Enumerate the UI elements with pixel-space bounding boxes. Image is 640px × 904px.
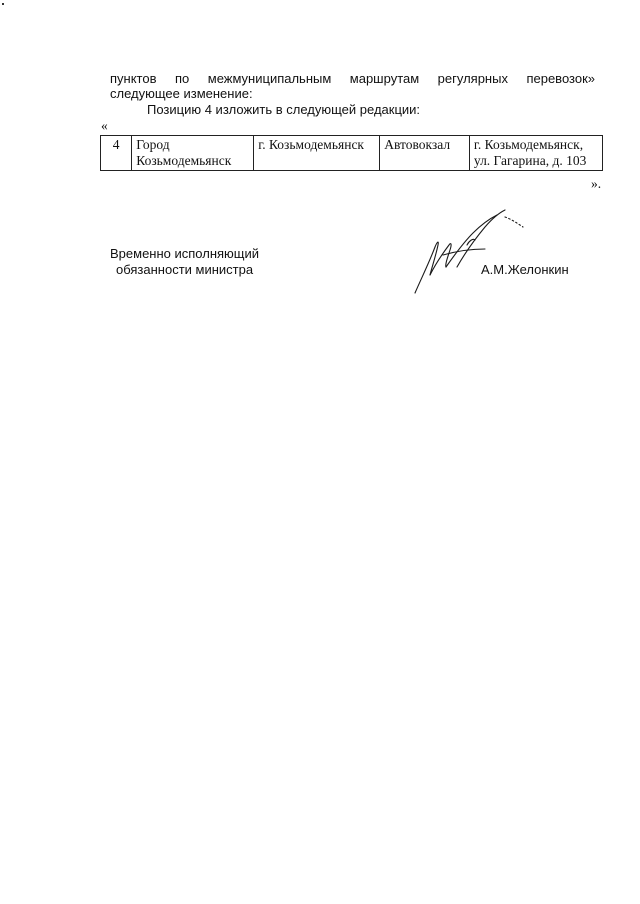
- signature-stroke: [430, 244, 451, 275]
- open-quote: «: [101, 118, 108, 133]
- signature-stroke: [457, 210, 505, 267]
- signatory-name: А.М.Желонкин: [481, 262, 569, 277]
- signature-stroke: [505, 217, 523, 227]
- cell-city: [132, 136, 254, 171]
- table-row: [101, 136, 603, 171]
- signatory-title-line-2: обязанности министра: [116, 262, 254, 277]
- cell-address: [469, 136, 602, 171]
- intro-line-1: пунктов по межмуниципальным маршрутам регулярных перевозок»: [110, 71, 595, 86]
- scan-speck: [2, 3, 4, 5]
- intro-line-2: следующее изменение:: [110, 86, 253, 101]
- instruction-text: Позицию 4 изложить в следующей редакции:: [147, 102, 421, 117]
- close-quote: ».: [591, 176, 602, 191]
- position-table: [100, 135, 603, 171]
- cell-address-line1: г. Козьмодемьянск,: [473, 137, 584, 152]
- handwritten-signature: [405, 205, 530, 297]
- cell-locality: г. Козьмодемьянск: [254, 136, 380, 171]
- cell-city-line2: Козьмодемьянск: [136, 153, 232, 168]
- signatory-title-line-1: Временно исполняющий: [110, 246, 260, 261]
- cell-number: 4: [101, 136, 132, 171]
- cell-stop-type: Автовокзал: [380, 136, 470, 171]
- cell-city-line1: Город: [136, 137, 170, 152]
- signature-stroke: [415, 242, 438, 293]
- cell-address-line2: ул. Гагарина, д. 103: [473, 153, 587, 168]
